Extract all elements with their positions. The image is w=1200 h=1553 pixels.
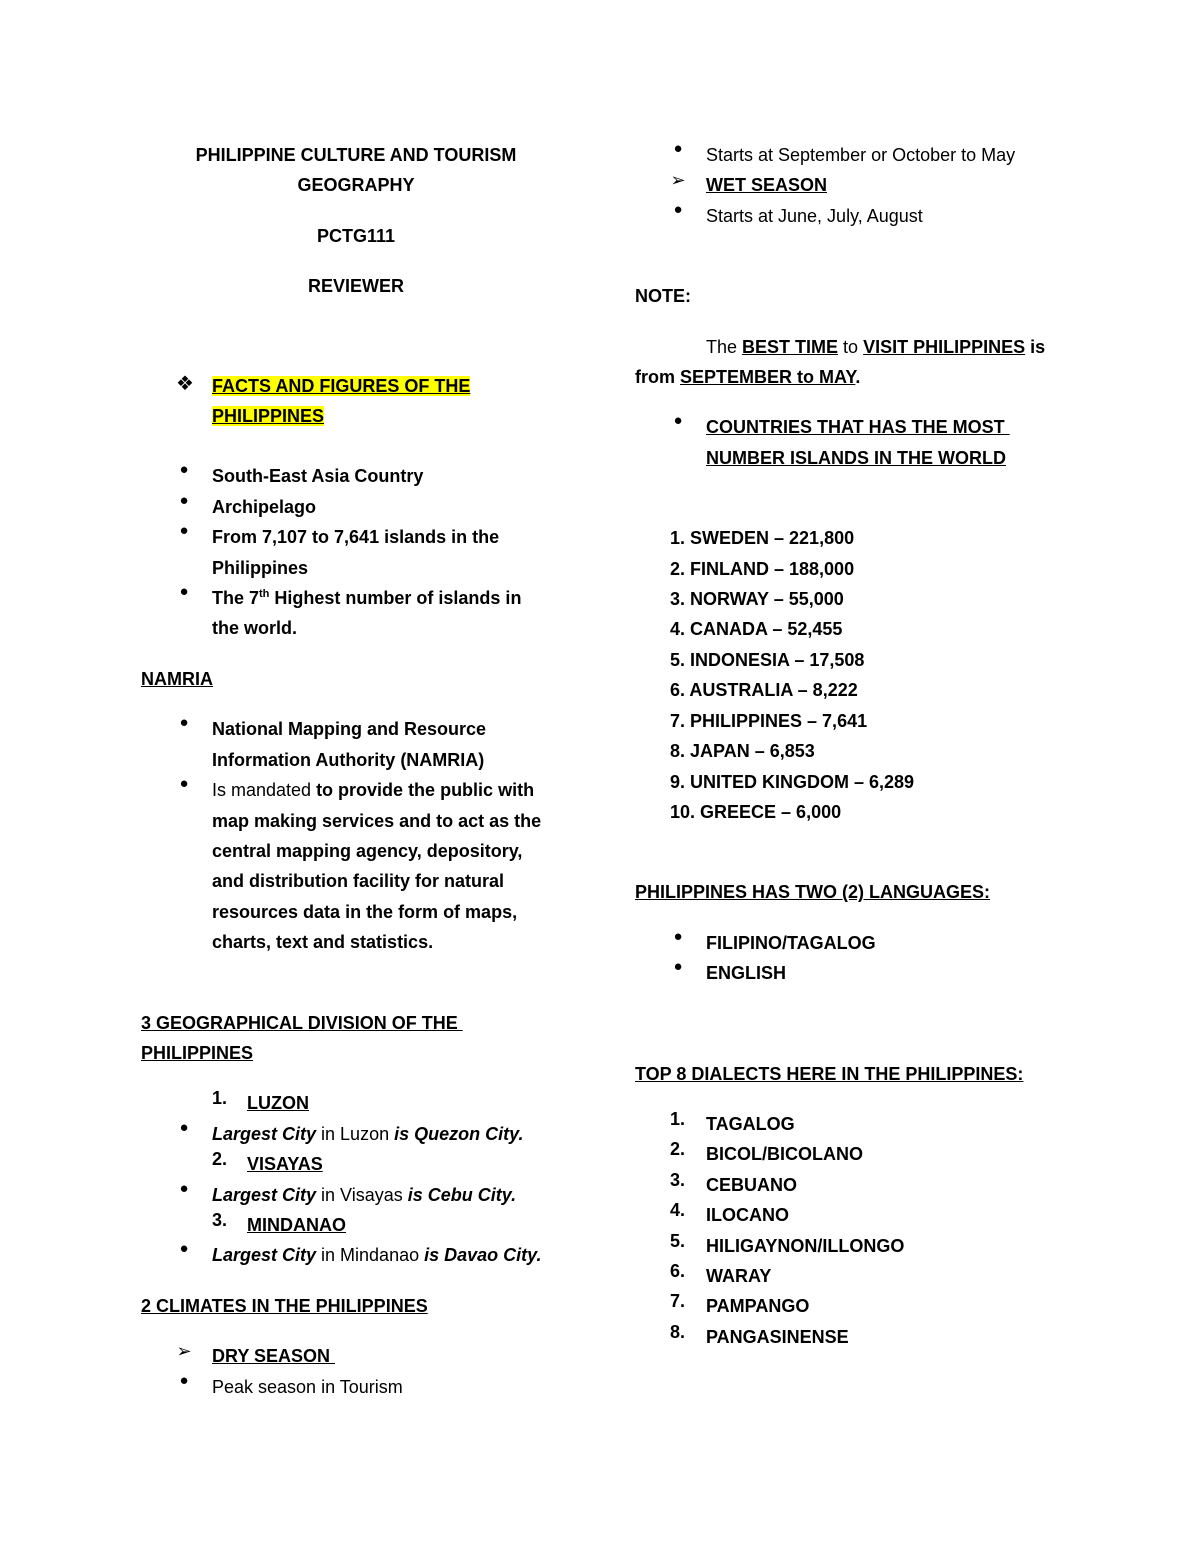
note-label: NOTE: (635, 286, 691, 307)
list-item: 2. FINLAND – 188,000 (670, 558, 855, 579)
islands-heading: ● COUNTRIES THAT HAS THE MOST NUMBER ISLANDS IN THE WORLD (635, 412, 1075, 473)
list-item: 1. SWEDEN – 221,800 (670, 528, 855, 549)
list-item: 7. PAMPANGO (670, 1291, 810, 1317)
list-item: ● FILIPINO/TAGALOG (635, 928, 1075, 958)
list-item: 9. UNITED KINGDOM – 6,289 (670, 771, 915, 792)
bullet-icon: ● (179, 1118, 189, 1136)
list-item: 5. HILIGAYNON/ILLONGO (670, 1230, 905, 1256)
climates-heading: 2 CLIMATES IN THE PHILIPPINES (141, 1295, 428, 1316)
doc-title-line1: PHILIPPINE CULTURE AND TOURISM (195, 145, 517, 165)
divisions-heading-line2: PHILIPPINES (141, 1042, 254, 1063)
list-item: ● Archipelago (141, 492, 571, 522)
list-item: ● Peak season in Tourism (141, 1372, 571, 1402)
bullet-icon: ● (179, 1371, 189, 1389)
bullet-icon: ● (179, 522, 189, 540)
list-item: ● Largest City in Mindanao is Davao City. (141, 1240, 571, 1270)
list-item: 3. NORWAY – 55,000 (670, 589, 844, 610)
list-item: 6. AUSTRALIA – 8,222 (670, 680, 858, 701)
list-item: ● Largest City in Luzon is Quezon City. (141, 1119, 571, 1149)
bullet-icon: ● (179, 583, 189, 601)
islands-ranking-list (635, 523, 1075, 827)
facts-heading: ❖ FACTS AND FIGURES OF THE PHILIPPINES (141, 371, 571, 432)
bullet-icon: ● (179, 714, 189, 732)
bullet-icon: ● (673, 412, 683, 430)
left-column (141, 140, 571, 1402)
dialects-list (635, 1109, 1075, 1352)
diamond-bullet-icon: ❖ (176, 372, 194, 395)
list-item: ● Starts at September or October to May (635, 140, 1075, 170)
list-item: ● From 7,107 to 7,641 islands in the Philippines (141, 522, 571, 583)
list-item: 8. PANGASINENSE (670, 1321, 849, 1347)
namria-heading: NAMRIA (141, 668, 213, 689)
languages-heading: PHILIPPINES HAS TWO (2) LANGUAGES: (635, 882, 991, 903)
list-item: ● South-East Asia Country (141, 461, 571, 491)
bullet-icon: ● (673, 958, 683, 976)
list-item: ● ENGLISH (635, 958, 1075, 988)
list-item: 6. WARAY (670, 1260, 772, 1286)
list-item: 7. PHILIPPINES – 7,641 (670, 710, 868, 731)
list-item: 5. INDONESIA – 17,508 (670, 649, 865, 670)
list-item: 2. BICOL/BICOLANO (670, 1139, 863, 1165)
bullet-icon: ● (179, 491, 189, 509)
arrow-bullet-icon: ➢ (176, 1341, 192, 1362)
note-text-line2: from SEPTEMBER to MAY. (635, 367, 861, 388)
doc-label: REVIEWER (307, 276, 404, 297)
bullet-icon: ● (673, 140, 683, 157)
list-item: 3. CEBUANO (670, 1169, 798, 1195)
list-item: ● National Mapping and Resource Information Authority (NAMRIA) (141, 714, 571, 775)
division-item: 3. MINDANAO (212, 1209, 346, 1235)
list-item: ● The 7th Highest number of islands in the world. (141, 583, 571, 644)
bullet-icon: ● (673, 200, 683, 218)
list-item: ● Starts at June, July, August (635, 201, 1075, 231)
list-item: 10. GREECE – 6,000 (670, 801, 842, 822)
bullet-icon: ● (179, 775, 189, 793)
dialects-heading: TOP 8 DIALECTS HERE IN THE PHILIPPINES: (635, 1063, 1024, 1084)
doc-title-line2: GEOGRAPHY (297, 175, 415, 196)
list-item: 1. TAGALOG (670, 1108, 795, 1134)
list-item: 8. JAPAN – 6,853 (670, 741, 815, 762)
list-item: 4. ILOCANO (670, 1200, 789, 1226)
divisions-heading-line1: 3 GEOGRAPHICAL DIVISION OF THE (141, 1012, 463, 1033)
bullet-icon: ● (179, 461, 189, 479)
right-column (635, 140, 1075, 1352)
list-item: 4. CANADA – 52,455 (670, 619, 843, 640)
bullet-icon: ● (179, 1179, 189, 1197)
list-item: ● Largest City in Visayas is Cebu City. (141, 1180, 571, 1210)
division-item: 1. LUZON (212, 1088, 309, 1114)
bullet-icon: ● (673, 927, 683, 945)
dry-season-heading: ➢ DRY SEASON (141, 1341, 571, 1371)
course-code: PCTG111 (316, 225, 396, 246)
list-item: ● Is mandated to provide the public with map making services and to act as the central mapping agency, depository, and distribution facility for natural resources data in the form of maps, charts, text and statistics. (141, 775, 571, 957)
wet-season-heading: ➢ WET SEASON (635, 170, 1075, 200)
division-item: 2. VISAYAS (212, 1149, 323, 1175)
note-text-line1: The BEST TIME to VISIT PHILIPPINES is (706, 336, 1046, 357)
arrow-bullet-icon: ➢ (670, 170, 686, 191)
bullet-icon: ● (179, 1240, 189, 1258)
